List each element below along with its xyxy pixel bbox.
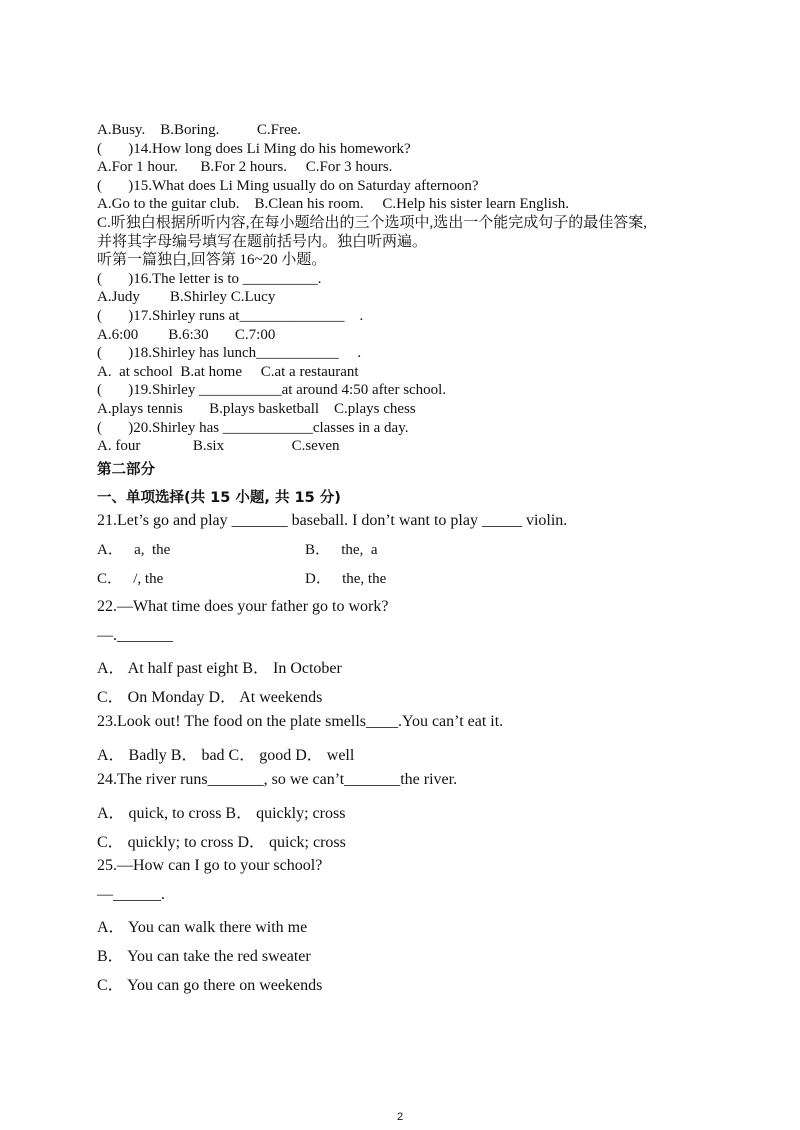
text-line: A.Judy B.Shirley C.Lucy: [97, 289, 276, 306]
option-a: A． You can walk there with me: [97, 919, 308, 936]
text-line: ( )15.What does Li Ming usually do on Saturday afternoon?: [97, 177, 479, 194]
text-line: A.For 1 hour. B.For 2 hours. C.For 3 hours.: [97, 159, 393, 176]
part-heading: 第二部分: [97, 462, 155, 478]
text-line: ( )16.The letter is to __________.: [97, 270, 322, 287]
answer-blank: —._______: [97, 627, 173, 644]
text-line: A.Busy. B.Boring. C.Free.: [97, 122, 302, 138]
text-line: C.听独白根据所听内容,在每小题给出的三个选项中,选出一个能完成句子的最佳答案,: [97, 214, 648, 231]
option-row: A． At half past eight B． In October: [97, 660, 342, 677]
option-c: C． /, the: [97, 571, 164, 587]
answer-blank: —______.: [97, 886, 165, 903]
option-row: C． On Monday D． At weekends: [97, 689, 323, 706]
question-stem: 22.—What time does your father go to work?: [97, 598, 389, 615]
question-stem: 24.The river runs_______, so we can’t_______the river.: [97, 771, 458, 788]
question-stem: 23.Look out! The food on the plate smells____.You can’t eat it.: [97, 713, 504, 730]
text-line: A.plays tennis B.plays basketball C.plays chess: [97, 400, 416, 417]
text-line: ( )19.Shirley ___________at around 4:50 after school.: [97, 382, 447, 399]
option-b: B． the, a: [305, 542, 378, 558]
question-stem: 21.Let’s go and play _______ baseball. I don’t want to play _____ violin.: [97, 512, 568, 529]
text-line: A. four B.six C.seven: [97, 438, 340, 455]
text-line: A.6:00 B.6:30 C.7:00: [97, 326, 276, 343]
text-line: ( )14.How long does Li Ming do his homework?: [97, 140, 411, 157]
option-row: C． quickly; to cross D． quick; cross: [97, 834, 346, 851]
text-line: A.Go to the guitar club. B.Clean his room. C.Help his sister learn English.: [97, 196, 570, 213]
text-line: ( )18.Shirley has lunch___________ .: [97, 345, 362, 362]
option-row: A． Badly B． bad C． good D． well: [97, 747, 355, 764]
page-number: 2: [396, 1111, 404, 1123]
text-line: 并将其字母编号填写在题前括号内。独白听两遍。: [97, 233, 428, 250]
question-stem: 25.—How can I go to your school?: [97, 857, 323, 874]
option-row: A． quick, to cross B． quickly; cross: [97, 805, 346, 822]
text-line: 听第一篇独白,回答第 16~20 小题。: [97, 252, 327, 269]
option-d: D． the, the: [305, 571, 387, 587]
option-b: B． You can take the red sweater: [97, 948, 311, 965]
listening-section: [97, 121, 737, 456]
option-c: C． You can go there on weekends: [97, 977, 323, 994]
text-line: ( )17.Shirley runs at______________ .: [97, 307, 364, 324]
text-line: A. at school B.at home C.at a restaurant: [97, 363, 359, 380]
option-a: A． a, the: [97, 542, 171, 558]
text-line: ( )20.Shirley has ____________classes in a day.: [97, 419, 409, 436]
section-heading: 一、单项选择(共 15 小题, 共 15 分): [97, 490, 341, 506]
